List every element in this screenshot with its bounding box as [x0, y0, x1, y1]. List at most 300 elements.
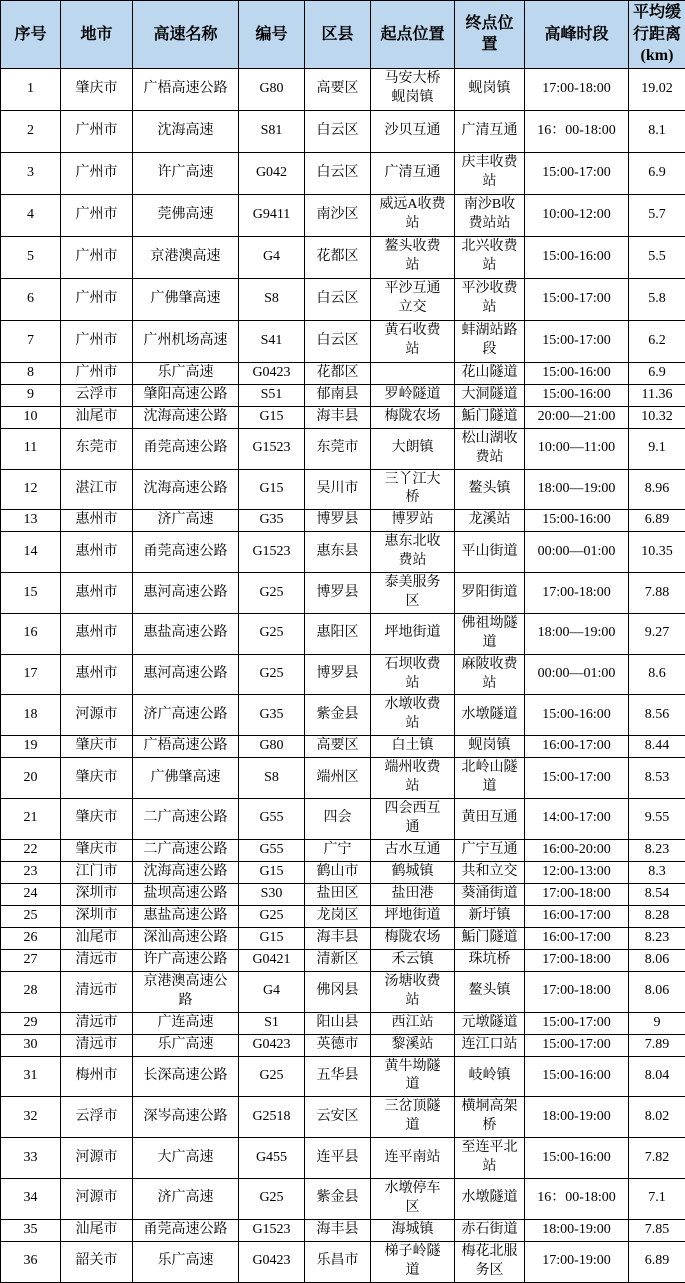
cell-index: 36 [1, 1241, 61, 1282]
cell-avg-slow-distance: 6.9 [629, 152, 685, 194]
cell-index: 15 [1, 573, 61, 614]
cell-highway-name: 广梧高速公路 [133, 736, 239, 758]
table-row [1, 573, 685, 614]
cell-code: G4 [239, 236, 305, 278]
table-row [1, 1178, 685, 1219]
cell-index: 20 [1, 758, 61, 799]
table-row [1, 971, 685, 1012]
cell-avg-slow-distance: 9 [629, 1012, 685, 1034]
cell-district: 鹤山市 [305, 861, 371, 883]
cell-peak-hours: 12:00-13:00 [525, 861, 629, 883]
table-row [1, 320, 685, 362]
cell-index: 13 [1, 510, 61, 532]
cell-code: S8 [239, 278, 305, 320]
cell-end-location: 至连平北站 [455, 1138, 525, 1179]
cell-highway-name: 沈海高速公路 [133, 406, 239, 428]
cell-city: 广州市 [61, 278, 133, 320]
table-row [1, 1138, 685, 1179]
cell-index: 22 [1, 839, 61, 861]
cell-index: 3 [1, 152, 61, 194]
cell-district: 英德市 [305, 1034, 371, 1056]
cell-city: 肇庆市 [61, 839, 133, 861]
table-row [1, 799, 685, 840]
column-header-highway-name: 高速名称 [133, 1, 239, 69]
cell-avg-slow-distance: 6.89 [629, 1241, 685, 1282]
cell-highway-name: 盐坝高速公路 [133, 883, 239, 905]
cell-city: 广州市 [61, 320, 133, 362]
column-header-district: 区县 [305, 1, 371, 69]
cell-avg-slow-distance: 8.44 [629, 736, 685, 758]
cell-district: 盐田区 [305, 883, 371, 905]
cell-city: 广州市 [61, 152, 133, 194]
table-row [1, 406, 685, 428]
cell-code: G80 [239, 68, 305, 110]
cell-index: 23 [1, 861, 61, 883]
cell-city: 河源市 [61, 695, 133, 736]
cell-index: 9 [1, 384, 61, 406]
cell-avg-slow-distance: 10.32 [629, 406, 685, 428]
cell-highway-name: 甬莞高速公路 [133, 532, 239, 573]
cell-end-location: 广清互通 [455, 110, 525, 152]
cell-avg-slow-distance: 8.23 [629, 839, 685, 861]
cell-highway-name: 京港澳高速 [133, 236, 239, 278]
column-header-city: 地市 [61, 1, 133, 69]
cell-end-location: 平山街道 [455, 532, 525, 573]
table-row [1, 194, 685, 236]
cell-district: 南沙区 [305, 194, 371, 236]
cell-start-location: 坪地街道 [371, 905, 455, 927]
table-row [1, 510, 685, 532]
cell-district: 惠东县 [305, 532, 371, 573]
cell-end-location: 平沙收费站 [455, 278, 525, 320]
cell-city: 清远市 [61, 1012, 133, 1034]
cell-code: G15 [239, 406, 305, 428]
cell-highway-name: 深汕高速公路 [133, 927, 239, 949]
table-row [1, 362, 685, 384]
cell-peak-hours: 15:00-17:00 [525, 320, 629, 362]
cell-start-location [371, 362, 455, 384]
cell-city: 清远市 [61, 1034, 133, 1056]
cell-highway-name: 二广高速公路 [133, 839, 239, 861]
cell-city: 韶关市 [61, 1241, 133, 1282]
cell-city: 惠州市 [61, 510, 133, 532]
cell-code: G1523 [239, 1219, 305, 1241]
cell-index: 33 [1, 1138, 61, 1179]
cell-highway-name: 许广高速公路 [133, 949, 239, 971]
table-row [1, 68, 685, 110]
cell-start-location: 泰美服务区 [371, 573, 455, 614]
cell-code: G0423 [239, 1034, 305, 1056]
cell-district: 清新区 [305, 949, 371, 971]
cell-end-location: 花山隧道 [455, 362, 525, 384]
cell-highway-name: 济广高速公路 [133, 695, 239, 736]
cell-start-location: 盐田港 [371, 883, 455, 905]
cell-start-location: 平沙互通立交 [371, 278, 455, 320]
cell-highway-name: 广佛肇高速 [133, 758, 239, 799]
cell-district: 惠阳区 [305, 613, 371, 654]
cell-index: 31 [1, 1056, 61, 1097]
table-row [1, 839, 685, 861]
cell-avg-slow-distance: 7.1 [629, 1178, 685, 1219]
cell-avg-slow-distance: 5.7 [629, 194, 685, 236]
cell-end-location: 鮜门隧道 [455, 406, 525, 428]
cell-highway-name: 沈海高速 [133, 110, 239, 152]
cell-code: G35 [239, 695, 305, 736]
cell-end-location: 蚌湖站路段 [455, 320, 525, 362]
cell-index: 28 [1, 971, 61, 1012]
cell-code: G15 [239, 469, 305, 510]
cell-start-location: 石坝收费站 [371, 654, 455, 695]
cell-city: 深圳市 [61, 883, 133, 905]
cell-highway-name: 乐广高速 [133, 1034, 239, 1056]
cell-peak-hours: 16：00-18:00 [525, 1178, 629, 1219]
cell-code: S30 [239, 883, 305, 905]
cell-start-location: 水墩收费站 [371, 695, 455, 736]
cell-code: G042 [239, 152, 305, 194]
cell-peak-hours: 15:00-17:00 [525, 1012, 629, 1034]
cell-city: 深圳市 [61, 905, 133, 927]
cell-code: G25 [239, 613, 305, 654]
cell-avg-slow-distance: 8.06 [629, 949, 685, 971]
cell-index: 11 [1, 428, 61, 469]
cell-city: 惠州市 [61, 613, 133, 654]
cell-start-location: 坪地街道 [371, 613, 455, 654]
cell-start-location: 鹤城镇 [371, 861, 455, 883]
cell-index: 6 [1, 278, 61, 320]
cell-city: 肇庆市 [61, 799, 133, 840]
cell-avg-slow-distance: 11.36 [629, 384, 685, 406]
cell-index: 5 [1, 236, 61, 278]
cell-peak-hours: 15:00-16:00 [525, 1138, 629, 1179]
cell-end-location: 新圩镇 [455, 905, 525, 927]
cell-city: 广州市 [61, 194, 133, 236]
cell-highway-name: 沈海高速公路 [133, 861, 239, 883]
table-row [1, 758, 685, 799]
cell-peak-hours: 15:00-16:00 [525, 236, 629, 278]
cell-district: 四会 [305, 799, 371, 840]
cell-start-location: 三丫江大桥 [371, 469, 455, 510]
cell-code: G4 [239, 971, 305, 1012]
cell-peak-hours: 10:00—11:00 [525, 428, 629, 469]
cell-start-location: 黄牛坳隧道 [371, 1056, 455, 1097]
column-header-peak-hours: 高峰时段 [525, 1, 629, 69]
cell-highway-name: 乐广高速 [133, 1241, 239, 1282]
cell-code: G35 [239, 510, 305, 532]
cell-peak-hours: 15:00-17:00 [525, 278, 629, 320]
cell-end-location: 岐岭镇 [455, 1056, 525, 1097]
cell-avg-slow-distance: 7.89 [629, 1034, 685, 1056]
cell-end-location: 大洞隧道 [455, 384, 525, 406]
cell-start-location: 水墩停车区 [371, 1178, 455, 1219]
cell-index: 25 [1, 905, 61, 927]
cell-peak-hours: 18:00—19:00 [525, 613, 629, 654]
table-row [1, 695, 685, 736]
cell-city: 肇庆市 [61, 758, 133, 799]
table-row [1, 1056, 685, 1097]
cell-start-location: 惠东北收费站 [371, 532, 455, 573]
cell-avg-slow-distance: 8.3 [629, 861, 685, 883]
cell-code: G0423 [239, 362, 305, 384]
cell-start-location: 连平南站 [371, 1138, 455, 1179]
cell-index: 35 [1, 1219, 61, 1241]
table-row [1, 532, 685, 573]
cell-district: 高要区 [305, 68, 371, 110]
cell-district: 高要区 [305, 736, 371, 758]
cell-city: 清远市 [61, 971, 133, 1012]
cell-index: 1 [1, 68, 61, 110]
cell-start-location: 梯子岭隧道 [371, 1241, 455, 1282]
cell-city: 肇庆市 [61, 68, 133, 110]
cell-district: 博罗县 [305, 510, 371, 532]
cell-avg-slow-distance: 9.1 [629, 428, 685, 469]
cell-highway-name: 济广高速 [133, 510, 239, 532]
cell-end-location: 蚬岗镇 [455, 68, 525, 110]
cell-city: 惠州市 [61, 573, 133, 614]
cell-code: G9411 [239, 194, 305, 236]
cell-peak-hours: 15:00-17:00 [525, 758, 629, 799]
cell-avg-slow-distance: 6.89 [629, 510, 685, 532]
cell-start-location: 罗岭隧道 [371, 384, 455, 406]
cell-city: 惠州市 [61, 532, 133, 573]
cell-code: S41 [239, 320, 305, 362]
cell-start-location: 端州收费站 [371, 758, 455, 799]
cell-district: 云安区 [305, 1097, 371, 1138]
cell-end-location: 龙溪站 [455, 510, 525, 532]
cell-peak-hours: 00:00—01:00 [525, 532, 629, 573]
cell-code: G25 [239, 1178, 305, 1219]
cell-highway-name: 大广高速 [133, 1138, 239, 1179]
cell-end-location: 广宁互通 [455, 839, 525, 861]
table-row [1, 1012, 685, 1034]
cell-index: 18 [1, 695, 61, 736]
cell-peak-hours: 17:00-18:00 [525, 971, 629, 1012]
cell-index: 30 [1, 1034, 61, 1056]
cell-code: G25 [239, 654, 305, 695]
cell-end-location: 水墩隧道 [455, 695, 525, 736]
cell-end-location: 鳌头镇 [455, 469, 525, 510]
cell-avg-slow-distance: 8.06 [629, 971, 685, 1012]
cell-district: 白云区 [305, 152, 371, 194]
cell-avg-slow-distance: 5.5 [629, 236, 685, 278]
cell-end-location: 赤石街道 [455, 1219, 525, 1241]
cell-code: G15 [239, 927, 305, 949]
cell-end-location: 鳌头镇 [455, 971, 525, 1012]
cell-end-location: 鮜门隧道 [455, 927, 525, 949]
cell-district: 白云区 [305, 320, 371, 362]
cell-city: 清远市 [61, 949, 133, 971]
table-body [1, 68, 685, 1282]
cell-end-location: 连江口站 [455, 1034, 525, 1056]
cell-start-location: 鳌头收费站 [371, 236, 455, 278]
cell-index: 26 [1, 927, 61, 949]
table-row [1, 152, 685, 194]
cell-highway-name: 长深高速公路 [133, 1056, 239, 1097]
cell-city: 梅州市 [61, 1056, 133, 1097]
cell-end-location: 庆丰收费站 [455, 152, 525, 194]
cell-index: 24 [1, 883, 61, 905]
cell-peak-hours: 10:00-12:00 [525, 194, 629, 236]
cell-peak-hours: 16:00-17:00 [525, 736, 629, 758]
cell-end-location: 北兴收费站 [455, 236, 525, 278]
cell-avg-slow-distance: 7.85 [629, 1219, 685, 1241]
cell-avg-slow-distance: 8.1 [629, 110, 685, 152]
cell-start-location: 梅陇农场 [371, 927, 455, 949]
cell-district: 连平县 [305, 1138, 371, 1179]
cell-code: S51 [239, 384, 305, 406]
cell-highway-name: 二广高速公路 [133, 799, 239, 840]
cell-end-location: 梅花北服务区 [455, 1241, 525, 1282]
table-row [1, 428, 685, 469]
column-header-code: 编号 [239, 1, 305, 69]
cell-start-location: 大朗镇 [371, 428, 455, 469]
cell-code: G2518 [239, 1097, 305, 1138]
cell-start-location: 黄石收费站 [371, 320, 455, 362]
cell-code: G55 [239, 839, 305, 861]
cell-code: G25 [239, 1056, 305, 1097]
table-row [1, 654, 685, 695]
table-header-row [1, 1, 685, 69]
table-row [1, 861, 685, 883]
cell-peak-hours: 17:00-18:00 [525, 949, 629, 971]
cell-city: 云浮市 [61, 384, 133, 406]
cell-city: 湛江市 [61, 469, 133, 510]
table-row [1, 736, 685, 758]
cell-city: 肇庆市 [61, 736, 133, 758]
cell-district: 紫金县 [305, 1178, 371, 1219]
cell-city: 广州市 [61, 110, 133, 152]
cell-code: G25 [239, 573, 305, 614]
cell-highway-name: 广梧高速公路 [133, 68, 239, 110]
cell-start-location: 广清互通 [371, 152, 455, 194]
cell-peak-hours: 17:00-19:00 [525, 1241, 629, 1282]
cell-city: 惠州市 [61, 654, 133, 695]
cell-peak-hours: 15:00-16:00 [525, 384, 629, 406]
cell-peak-hours: 17:00-18:00 [525, 68, 629, 110]
cell-city: 云浮市 [61, 1097, 133, 1138]
cell-index: 16 [1, 613, 61, 654]
cell-code: S81 [239, 110, 305, 152]
table-row [1, 469, 685, 510]
cell-highway-name: 肇阳高速公路 [133, 384, 239, 406]
cell-peak-hours: 18:00-19:00 [525, 1097, 629, 1138]
cell-district: 博罗县 [305, 654, 371, 695]
cell-highway-name: 乐广高速 [133, 362, 239, 384]
cell-avg-slow-distance: 9.55 [629, 799, 685, 840]
table-row [1, 278, 685, 320]
cell-city: 广州市 [61, 236, 133, 278]
cell-city: 河源市 [61, 1178, 133, 1219]
cell-peak-hours: 17:00-18:00 [525, 573, 629, 614]
cell-start-location: 威远A收费站 [371, 194, 455, 236]
cell-peak-hours: 16:00-17:00 [525, 927, 629, 949]
cell-district: 龙岗区 [305, 905, 371, 927]
cell-end-location: 南沙B收费站站 [455, 194, 525, 236]
cell-district: 博罗县 [305, 573, 371, 614]
cell-end-location: 松山湖收费站 [455, 428, 525, 469]
cell-index: 8 [1, 362, 61, 384]
cell-highway-name: 惠盐高速公路 [133, 905, 239, 927]
cell-district: 广宁 [305, 839, 371, 861]
cell-end-location: 共和立交 [455, 861, 525, 883]
cell-peak-hours: 15:00-16:00 [525, 695, 629, 736]
cell-district: 花都区 [305, 236, 371, 278]
cell-start-location: 梅陇农场 [371, 406, 455, 428]
cell-district: 郁南县 [305, 384, 371, 406]
cell-highway-name: 莞佛高速 [133, 194, 239, 236]
cell-highway-name: 京港澳高速公路 [133, 971, 239, 1012]
cell-avg-slow-distance: 6.2 [629, 320, 685, 362]
cell-end-location: 北岭山隧道 [455, 758, 525, 799]
cell-code: S1 [239, 1012, 305, 1034]
cell-avg-slow-distance: 19.02 [629, 68, 685, 110]
cell-district: 紫金县 [305, 695, 371, 736]
cell-peak-hours: 15:00-17:00 [525, 152, 629, 194]
cell-start-location: 四会西互通 [371, 799, 455, 840]
cell-code: G1523 [239, 428, 305, 469]
cell-highway-name: 广州机场高速 [133, 320, 239, 362]
cell-start-location: 海城镇 [371, 1219, 455, 1241]
cell-start-location: 西江站 [371, 1012, 455, 1034]
cell-start-location: 沙贝互通 [371, 110, 455, 152]
cell-code: G15 [239, 861, 305, 883]
cell-city: 汕尾市 [61, 927, 133, 949]
cell-index: 12 [1, 469, 61, 510]
cell-start-location: 汤塘收费站 [371, 971, 455, 1012]
table-row [1, 883, 685, 905]
cell-peak-hours: 15:00-16:00 [525, 1056, 629, 1097]
cell-city: 河源市 [61, 1138, 133, 1179]
table-row [1, 236, 685, 278]
cell-district: 五华县 [305, 1056, 371, 1097]
cell-avg-slow-distance: 8.04 [629, 1056, 685, 1097]
cell-highway-name: 广连高速 [133, 1012, 239, 1034]
cell-end-location: 罗阳街道 [455, 573, 525, 614]
cell-index: 2 [1, 110, 61, 152]
cell-peak-hours: 16：00-18:00 [525, 110, 629, 152]
cell-avg-slow-distance: 6.9 [629, 362, 685, 384]
table-row [1, 384, 685, 406]
cell-index: 32 [1, 1097, 61, 1138]
cell-end-location: 蚬岗镇 [455, 736, 525, 758]
cell-avg-slow-distance: 8.6 [629, 654, 685, 695]
cell-district: 佛冈县 [305, 971, 371, 1012]
cell-avg-slow-distance: 8.28 [629, 905, 685, 927]
cell-code: G25 [239, 905, 305, 927]
cell-district: 吴川市 [305, 469, 371, 510]
cell-avg-slow-distance: 8.96 [629, 469, 685, 510]
cell-avg-slow-distance: 8.54 [629, 883, 685, 905]
cell-highway-name: 沈海高速公路 [133, 469, 239, 510]
cell-end-location: 葵涌街道 [455, 883, 525, 905]
cell-end-location: 麻陂收费站 [455, 654, 525, 695]
cell-peak-hours: 15:00-16:00 [525, 362, 629, 384]
cell-highway-name: 甬莞高速公路 [133, 428, 239, 469]
table-row [1, 1241, 685, 1282]
cell-index: 19 [1, 736, 61, 758]
cell-avg-slow-distance: 8.02 [629, 1097, 685, 1138]
cell-city: 东莞市 [61, 428, 133, 469]
cell-city: 江门市 [61, 861, 133, 883]
cell-peak-hours: 15:00-16:00 [525, 510, 629, 532]
cell-highway-name: 广佛肇高速 [133, 278, 239, 320]
column-header-index: 序号 [1, 1, 61, 69]
cell-avg-slow-distance: 9.27 [629, 613, 685, 654]
cell-city: 汕尾市 [61, 406, 133, 428]
cell-peak-hours: 20:00—21:00 [525, 406, 629, 428]
cell-district: 海丰县 [305, 927, 371, 949]
cell-peak-hours: 16:00-17:00 [525, 905, 629, 927]
cell-index: 10 [1, 406, 61, 428]
